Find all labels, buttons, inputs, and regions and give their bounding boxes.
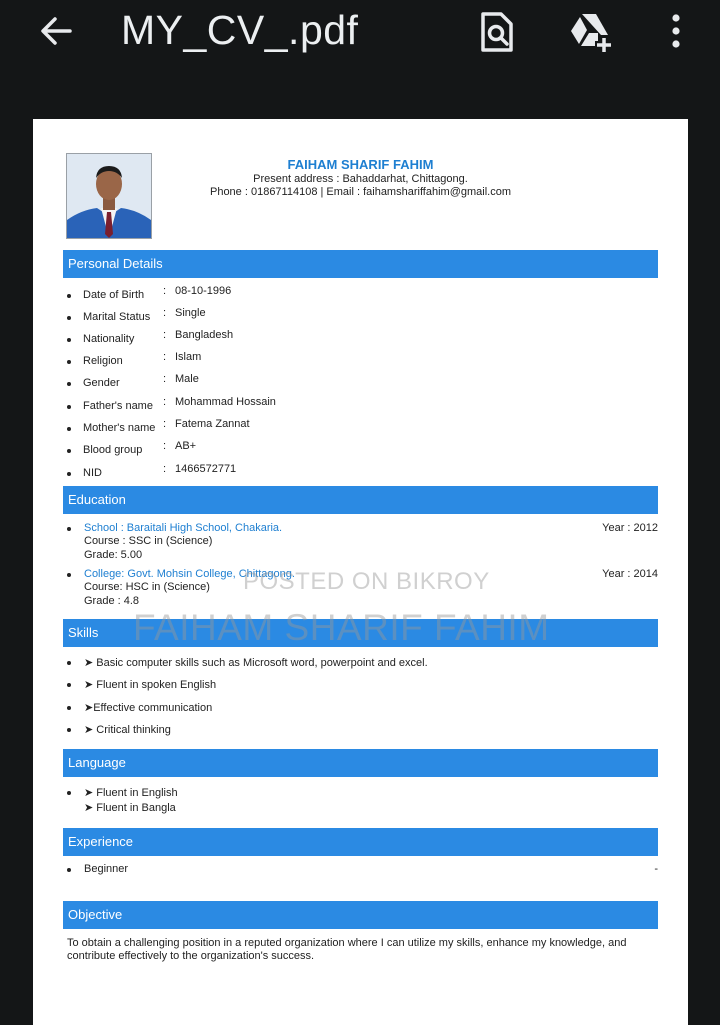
profile-photo (66, 153, 152, 239)
language-item: ➤ Fluent in English (67, 786, 567, 800)
section-education: Education (63, 486, 658, 514)
more-vert-icon[interactable] (660, 10, 704, 54)
pdf-page[interactable] (33, 119, 688, 1025)
personal-row: Father's name : Mohammad Hossain (67, 400, 367, 414)
candidate-name: FAIHAM SHARIF FAHIM (287, 157, 434, 172)
personal-row: Mother's name : Fatema Zannat (67, 422, 367, 436)
education-entry (67, 522, 658, 562)
education-grade: Grade: 5.00 (84, 549, 143, 561)
language-item: ➤ Fluent in Bangla (84, 802, 176, 814)
section-objective: Objective (63, 901, 658, 929)
find-in-document-icon[interactable] (474, 10, 518, 54)
address-line: Present address : Bahaddarhat, Chittagong. (253, 173, 468, 185)
objective-text: To obtain a challenging position in a reputed organization where I can utilize my skills, enhance my knowledge, and contribute effectively to the organization's success. (67, 937, 627, 962)
personal-row: NID : 1466572771 (67, 467, 367, 481)
skill-item: ➤Effective communication (67, 701, 567, 715)
education-year: Year : 2012 (602, 522, 658, 534)
section-experience: Experience (63, 828, 658, 856)
app-bar (0, 0, 720, 64)
skill-item: ➤ Basic computer skills such as Microsoft word, powerpoint and excel. (67, 656, 567, 670)
watermark-name: FAIHAM SHARIF FAHIM (133, 607, 550, 648)
section-language: Language (63, 749, 658, 777)
cv-header (163, 157, 558, 199)
personal-row: Nationality : Bangladesh (67, 333, 367, 347)
back-arrow-icon[interactable] (36, 12, 76, 52)
personal-row: Gender : Male (67, 377, 367, 391)
skill-item: ➤ Fluent in spoken English (67, 678, 567, 692)
education-grade: Grade : 4.8 (84, 595, 140, 607)
watermark-posted: POSTED ON BIKROY (243, 568, 490, 595)
education-course: Course: HSC in (Science) (84, 581, 210, 593)
section-skills: Skills (63, 619, 658, 647)
section-personal-details: Personal Details (63, 250, 658, 278)
education-year: Year : 2014 (602, 568, 658, 580)
skill-item: ➤ Critical thinking (67, 723, 567, 737)
personal-row: Blood group : AB+ (67, 444, 367, 458)
institution-name: School : Baraitali High School, Chakaria. (84, 522, 283, 534)
document-title: MY_CV_.pdf (121, 7, 359, 53)
personal-row: Date of Birth : 08-10-1996 (67, 289, 367, 303)
personal-row: Marital Status : Single (67, 311, 367, 325)
institution-name: College: Govt. Mohsin College, Chittagong. (84, 568, 295, 580)
experience-item: Beginner - (67, 863, 658, 877)
contact-line: Phone : 01867114108 | Email : faihamshariffahim@gmail.com (209, 186, 511, 198)
personal-row: Religion : Islam (67, 355, 367, 369)
experience-dash: - (654, 863, 658, 875)
add-to-drive-icon[interactable] (568, 10, 612, 54)
education-course: Course : SSC in (Science) (84, 535, 213, 547)
